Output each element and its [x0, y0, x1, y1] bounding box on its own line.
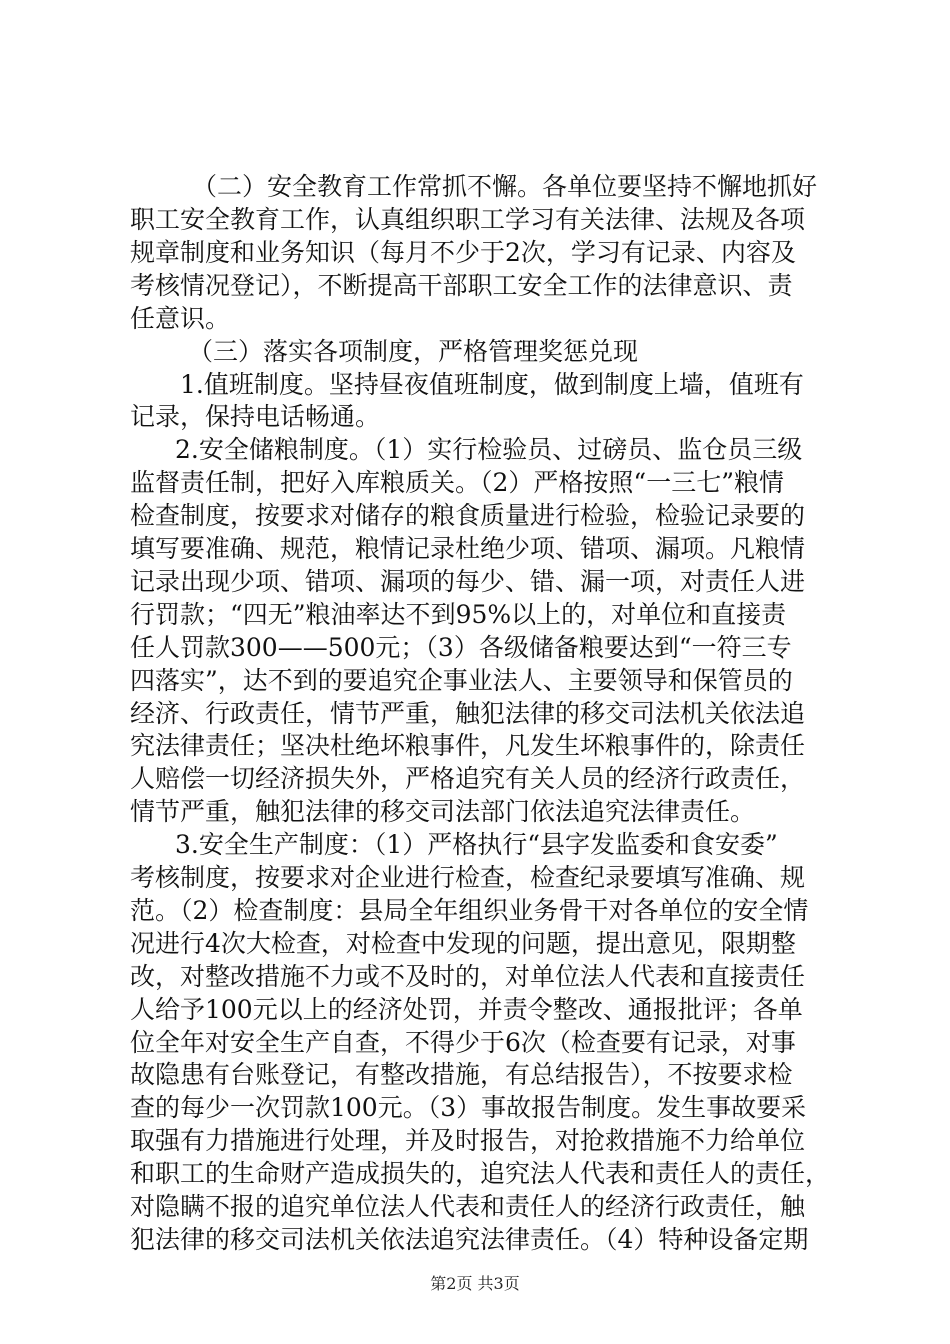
text-line-13: 记录出现少项、错项、漏项的每少、错、漏一项，对责任人进 — [130, 567, 806, 596]
text-line-23: 范。（2）检查制度：县局全年组织业务骨干对各单位的安全情 — [130, 896, 809, 925]
text-line-1: （二）安全教育工作常抓不懈。各单位要坚持不懈地抓好 — [192, 172, 818, 201]
text-line-2: 职工安全教育工作，认真组织职工学习有关法律、法规及各项 — [130, 205, 806, 234]
text-line-25: 改，对整改措施不力或不及时的，对单位法人代表和直接责任 — [130, 962, 806, 991]
text-line-9: 2.安全储粮制度。（1）实行检验员、过磅员、监仓员三级 — [175, 435, 803, 464]
text-line-30: 取强有力措施进行处理，并及时报告，对抢救措施不力给单位 — [130, 1126, 806, 1155]
text-line-7: 1.值班制度。坚持昼夜值班制度，做到制度上墙，值班有 — [180, 370, 804, 399]
text-line-31: 和职工的生命财产造成损失的，追究法人代表和责任人的责任， — [130, 1159, 831, 1188]
text-line-6: （三）落实各项制度，严格管理奖惩兑现 — [188, 337, 639, 366]
text-line-5: 任意识。 — [130, 304, 231, 333]
text-line-19: 人赔偿一切经济损失外，严格追究有关人员的经济行政责任， — [130, 764, 806, 793]
text-line-10: 监督责任制，把好入库粮质关。（2）严格按照“一三七”粮情 — [130, 468, 784, 497]
text-line-26: 人给予100元以上的经济处罚，并责令整改、通报批评；各单 — [130, 995, 803, 1024]
text-line-8: 记录，保持电话畅通。 — [130, 402, 381, 431]
text-line-16: 四落实”，达不到的要追究企事业法人、主要领导和保管员的 — [130, 666, 793, 695]
text-line-22: 考核制度，按要求对企业进行检查，检查纪录要填写准确、规 — [130, 863, 806, 892]
text-line-4: 考核情况登记），不断提高干部职工安全工作的法律意识、责 — [130, 271, 793, 300]
text-line-15: 任人罚款300——500元；（3）各级储备粮要达到“一符三专 — [130, 633, 792, 662]
text-line-21: 3.安全生产制度：（1）严格执行“县字发监委和食安委” — [175, 830, 778, 859]
text-line-11: 检查制度，按要求对储存的粮食质量进行检验，检验记录要的 — [130, 501, 806, 530]
text-line-18: 究法律责任；坚决杜绝坏粮事件，凡发生坏粮事件的，除责任 — [130, 731, 806, 760]
text-line-17: 经济、行政责任，情节严重，触犯法律的移交司法机关依法追 — [130, 699, 806, 728]
page-footer: 第2页 共3页 — [430, 1274, 520, 1293]
text-line-29: 查的每少一次罚款100元。（3）事故报告制度。发生事故要采 — [130, 1093, 807, 1122]
text-line-28: 故隐患有台账登记，有整改措施，有总结报告），不按要求检 — [130, 1060, 793, 1089]
text-line-20: 情节严重，触犯法律的移交司法部门依法追究法律责任。 — [130, 797, 756, 826]
text-line-3: 规章制度和业务知识（每月不少于2次，学习有记录、内容及 — [130, 238, 796, 267]
text-line-33: 犯法律的移交司法机关依法追究法律责任。（4）特种设备定期 — [130, 1225, 809, 1254]
text-line-24: 况进行4次大检查，对检查中发现的问题，提出意见，限期整 — [130, 929, 796, 958]
text-line-14: 行罚款；“四无”粮油率达不到95%以上的，对单位和直接责 — [130, 600, 787, 629]
text-line-12: 填写要准确、规范，粮情记录杜绝少项、错项、漏项。凡粮情 — [130, 534, 806, 563]
text-line-27: 位全年对安全生产自查，不得少于6次（检查要有记录，对事 — [130, 1028, 796, 1057]
text-line-32: 对隐瞒不报的追究单位法人代表和责任人的经济行政责任，触 — [130, 1192, 806, 1221]
